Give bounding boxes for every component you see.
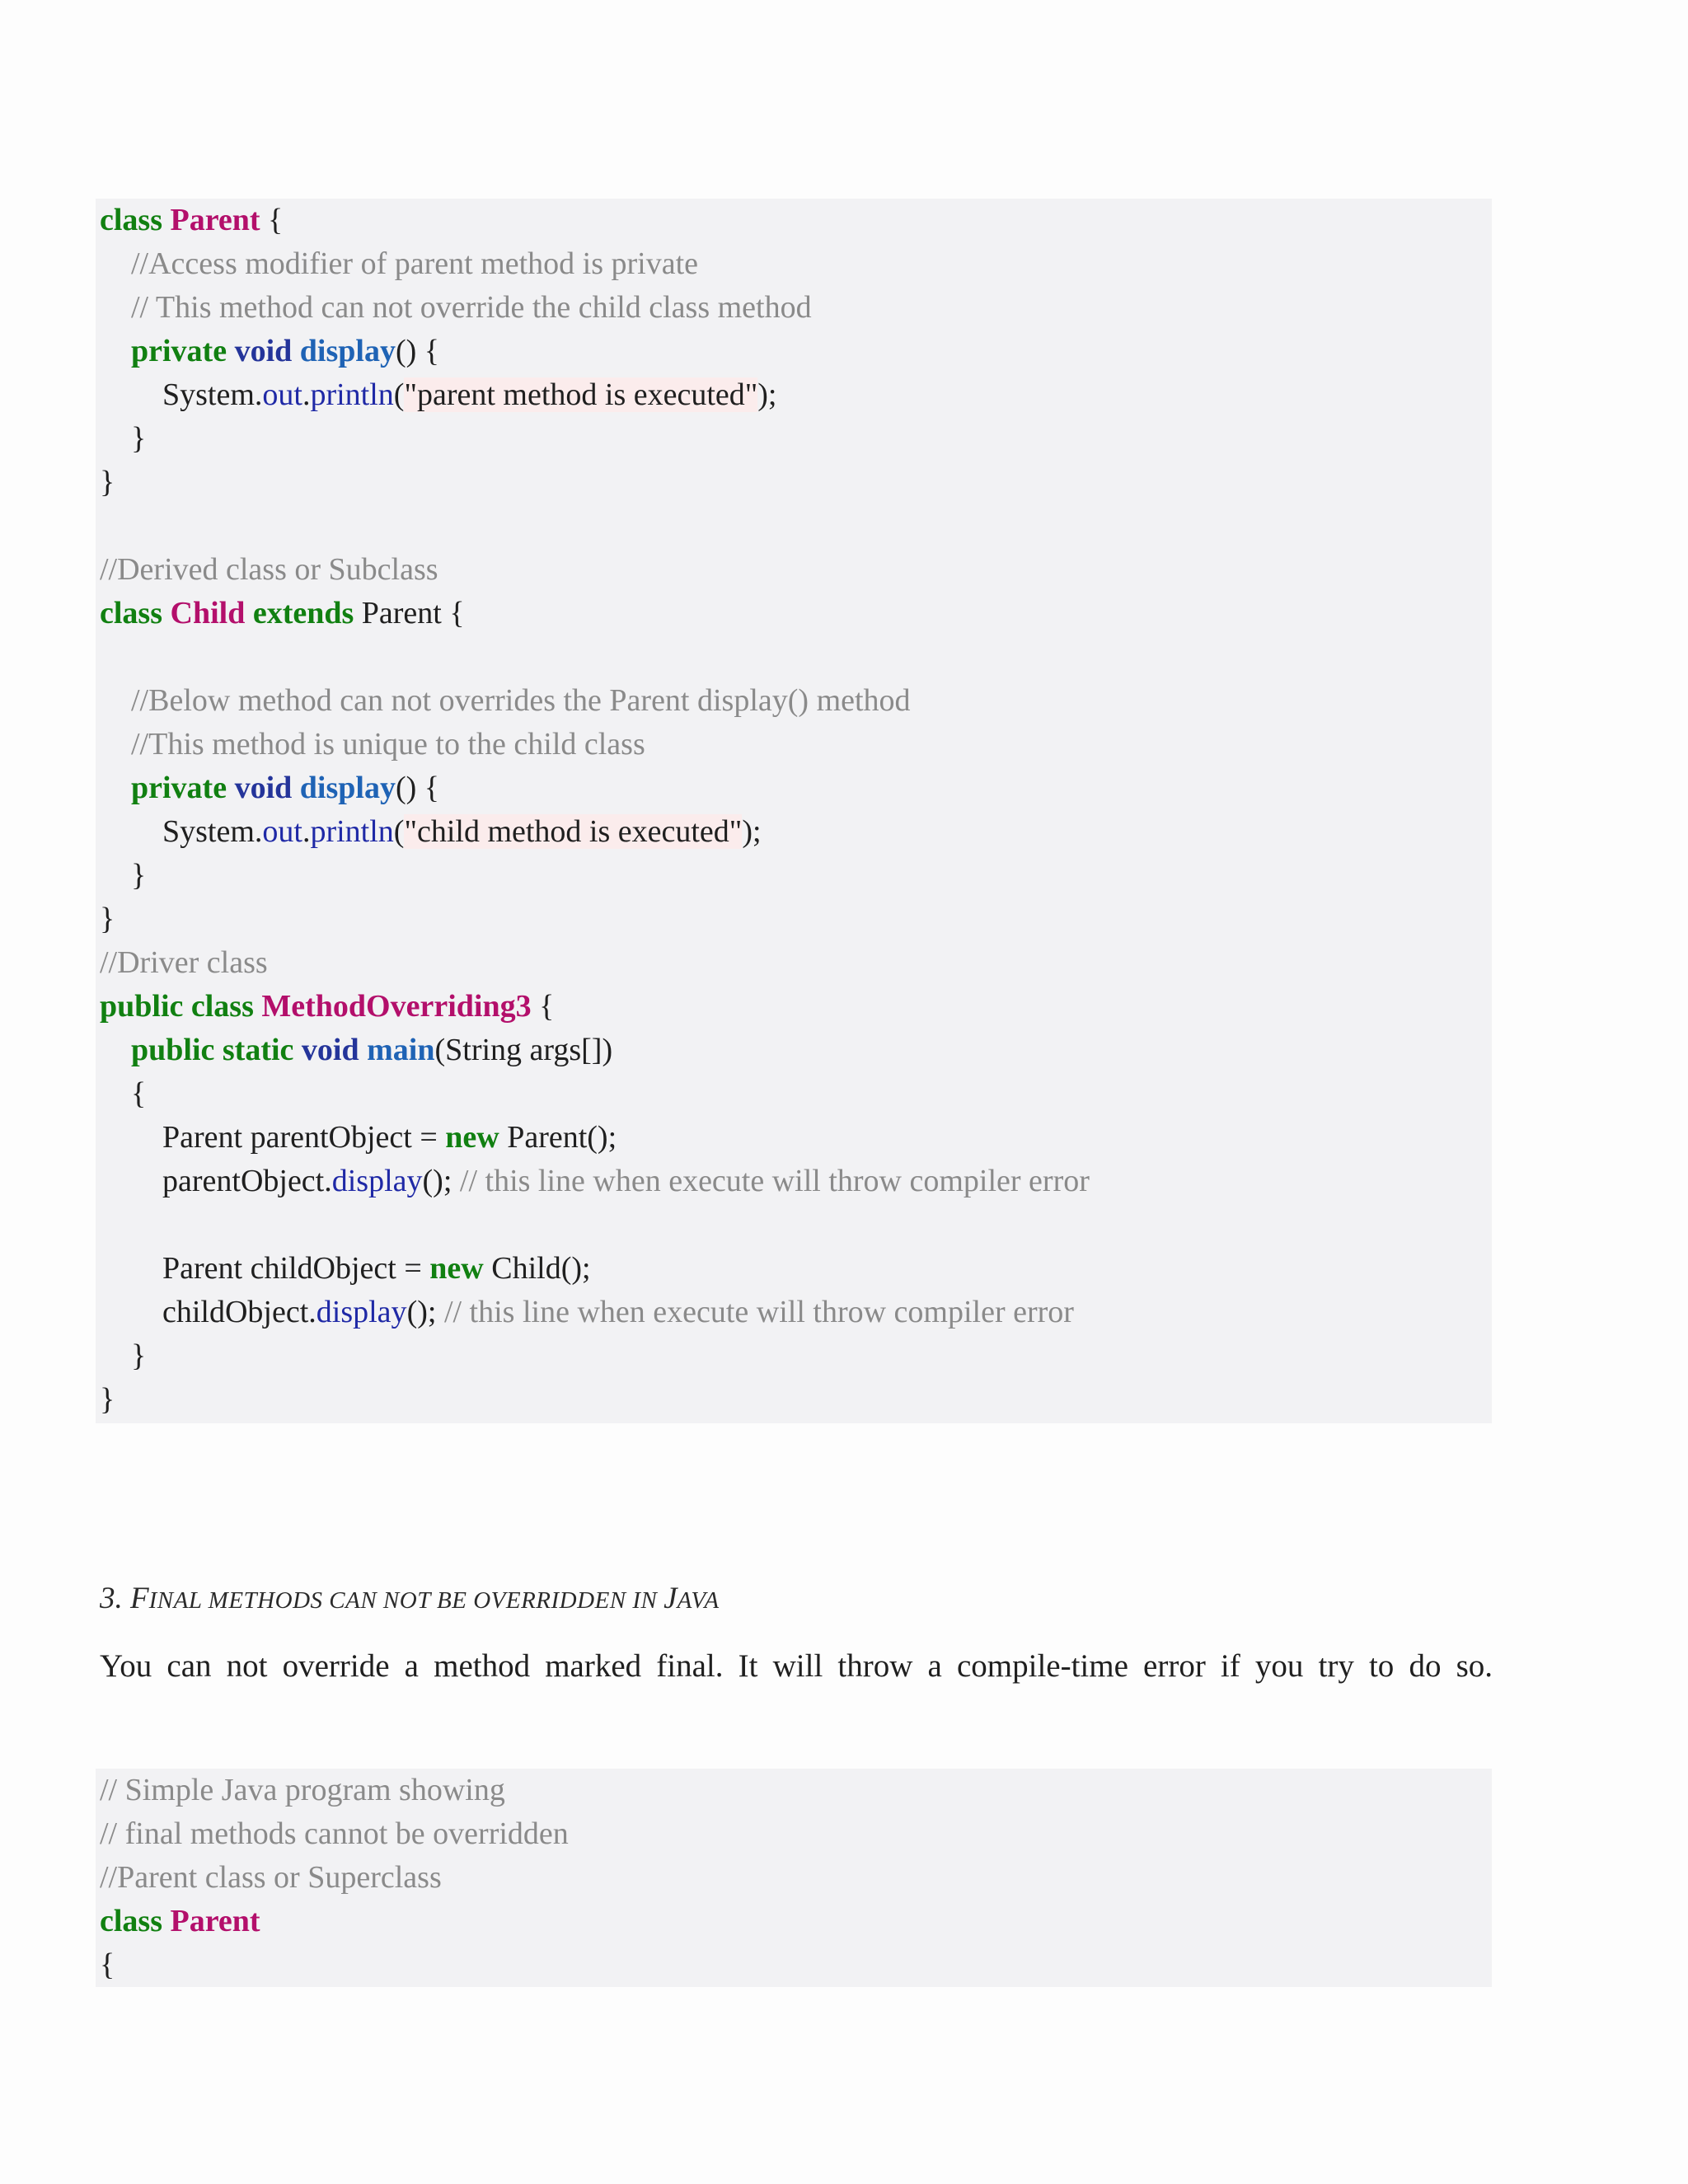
code-line [100, 1160, 1090, 1203]
keyword: extends [252, 596, 354, 630]
code-text: childObject. [162, 1295, 316, 1329]
code-comment: //Below method can not overrides the Parent display() method [131, 683, 911, 718]
code-line [100, 679, 911, 723]
class-name: MethodOverriding3 [261, 989, 532, 1024]
code-text: System. [162, 377, 263, 412]
code-text: Child(); [483, 1251, 591, 1286]
code-line [100, 810, 762, 854]
code-line [100, 417, 146, 461]
code-comment: // This method can not override the child class method [131, 290, 812, 325]
keyword: private [131, 771, 227, 805]
code-line [100, 373, 777, 417]
code-line [100, 941, 268, 985]
string-literal: "parent method is executed" [404, 377, 758, 412]
code-text: } [131, 858, 147, 893]
code-line [100, 854, 146, 898]
code-line [100, 592, 465, 635]
member-name: println [310, 814, 394, 849]
method-name: display [299, 334, 396, 368]
type-keyword: void [234, 334, 293, 368]
heading-text: J [663, 1582, 678, 1615]
keyword: new [445, 1120, 499, 1155]
code-line [100, 1812, 569, 1856]
code-line [100, 1943, 115, 1987]
heading-text: AVA [677, 1587, 720, 1614]
code-block-overriding-private [96, 199, 1492, 1423]
code-text: (String args[]) [434, 1033, 613, 1067]
code-line [100, 330, 439, 373]
member-name: out [262, 377, 302, 412]
code-text: } [131, 1338, 147, 1373]
code-line [100, 1900, 260, 1943]
code-line [100, 723, 645, 766]
code-text: parentObject. [162, 1164, 332, 1198]
keyword: class [100, 596, 162, 630]
code-line [100, 461, 115, 504]
code-text: } [100, 1382, 115, 1417]
section-heading [100, 1581, 720, 1616]
code-comment: //Parent class or Superclass [100, 1860, 442, 1895]
method-name: display [299, 771, 396, 805]
code-text: Parent childObject = [162, 1251, 430, 1286]
code-text: (); [422, 1164, 460, 1198]
code-text: Parent { [354, 596, 465, 630]
code-line [100, 548, 438, 592]
code-line [100, 766, 439, 810]
code-text: ); [742, 814, 762, 849]
code-comment: //This method is unique to the child class [131, 727, 645, 762]
code-text: ( [393, 377, 405, 412]
code-text: } [131, 421, 147, 456]
code-text: { [131, 1076, 147, 1111]
type-keyword: void [301, 1033, 359, 1067]
code-line [100, 1856, 442, 1900]
code-line [100, 1247, 591, 1291]
code-comment: // Simple Java program showing [100, 1773, 505, 1807]
keyword: class [100, 203, 162, 237]
member-name: println [310, 377, 394, 412]
string-literal: "child method is executed" [404, 814, 743, 849]
code-text: . [302, 377, 311, 412]
heading-text: INAL METHODS CAN NOT BE OVERRIDDEN IN [148, 1587, 664, 1614]
code-line [100, 286, 812, 330]
code-text: Parent(); [499, 1120, 617, 1155]
method-name: main [367, 1033, 435, 1067]
heading-text: F [130, 1582, 149, 1615]
code-block-final-methods [96, 1769, 1492, 1987]
code-text: { [100, 1947, 115, 1982]
code-comment: //Driver class [100, 945, 268, 980]
code-text: { [531, 989, 555, 1024]
member-name: out [262, 814, 302, 849]
keyword: public class [100, 989, 254, 1024]
body-paragraph: You can not override a method marked final. It will throw a compile-time error if you try to do so. [100, 1648, 1493, 1684]
code-text: } [100, 902, 115, 936]
code-text: ( [393, 814, 405, 849]
class-name: Child [170, 596, 246, 630]
code-line [100, 242, 698, 286]
code-line [100, 1769, 505, 1812]
code-comment: // final methods cannot be overridden [100, 1816, 569, 1851]
code-comment: // this line when execute will throw compiler error [459, 1164, 1090, 1198]
code-line [100, 985, 554, 1029]
code-comment: //Access modifier of parent method is private [131, 246, 699, 281]
code-text: () { [395, 334, 440, 368]
code-line [100, 1116, 617, 1160]
code-text: System. [162, 814, 263, 849]
keyword: new [429, 1251, 484, 1286]
code-line [100, 898, 115, 941]
code-text: { [260, 203, 284, 237]
code-line [100, 1072, 146, 1116]
class-name: Parent [170, 1904, 260, 1938]
type-keyword: void [234, 771, 293, 805]
code-comment: //Derived class or Subclass [100, 552, 438, 587]
code-line [100, 1029, 612, 1072]
code-text: Parent parentObject = [162, 1120, 446, 1155]
keyword: class [100, 1904, 162, 1938]
code-text: (); [406, 1295, 444, 1329]
code-text: () { [395, 771, 440, 805]
class-name: Parent [170, 203, 260, 237]
code-line [100, 1378, 115, 1422]
member-name: display [316, 1295, 407, 1329]
code-line [100, 199, 283, 242]
code-line [100, 1291, 1074, 1334]
heading-number: 3. [100, 1582, 130, 1615]
code-text: . [302, 814, 311, 849]
code-comment: // this line when execute will throw compiler error [443, 1295, 1074, 1329]
code-text: } [100, 465, 115, 499]
code-text: ); [757, 377, 777, 412]
code-line [100, 1334, 146, 1378]
keyword: public static [131, 1033, 294, 1067]
member-name: display [331, 1164, 423, 1198]
keyword: private [131, 334, 227, 368]
